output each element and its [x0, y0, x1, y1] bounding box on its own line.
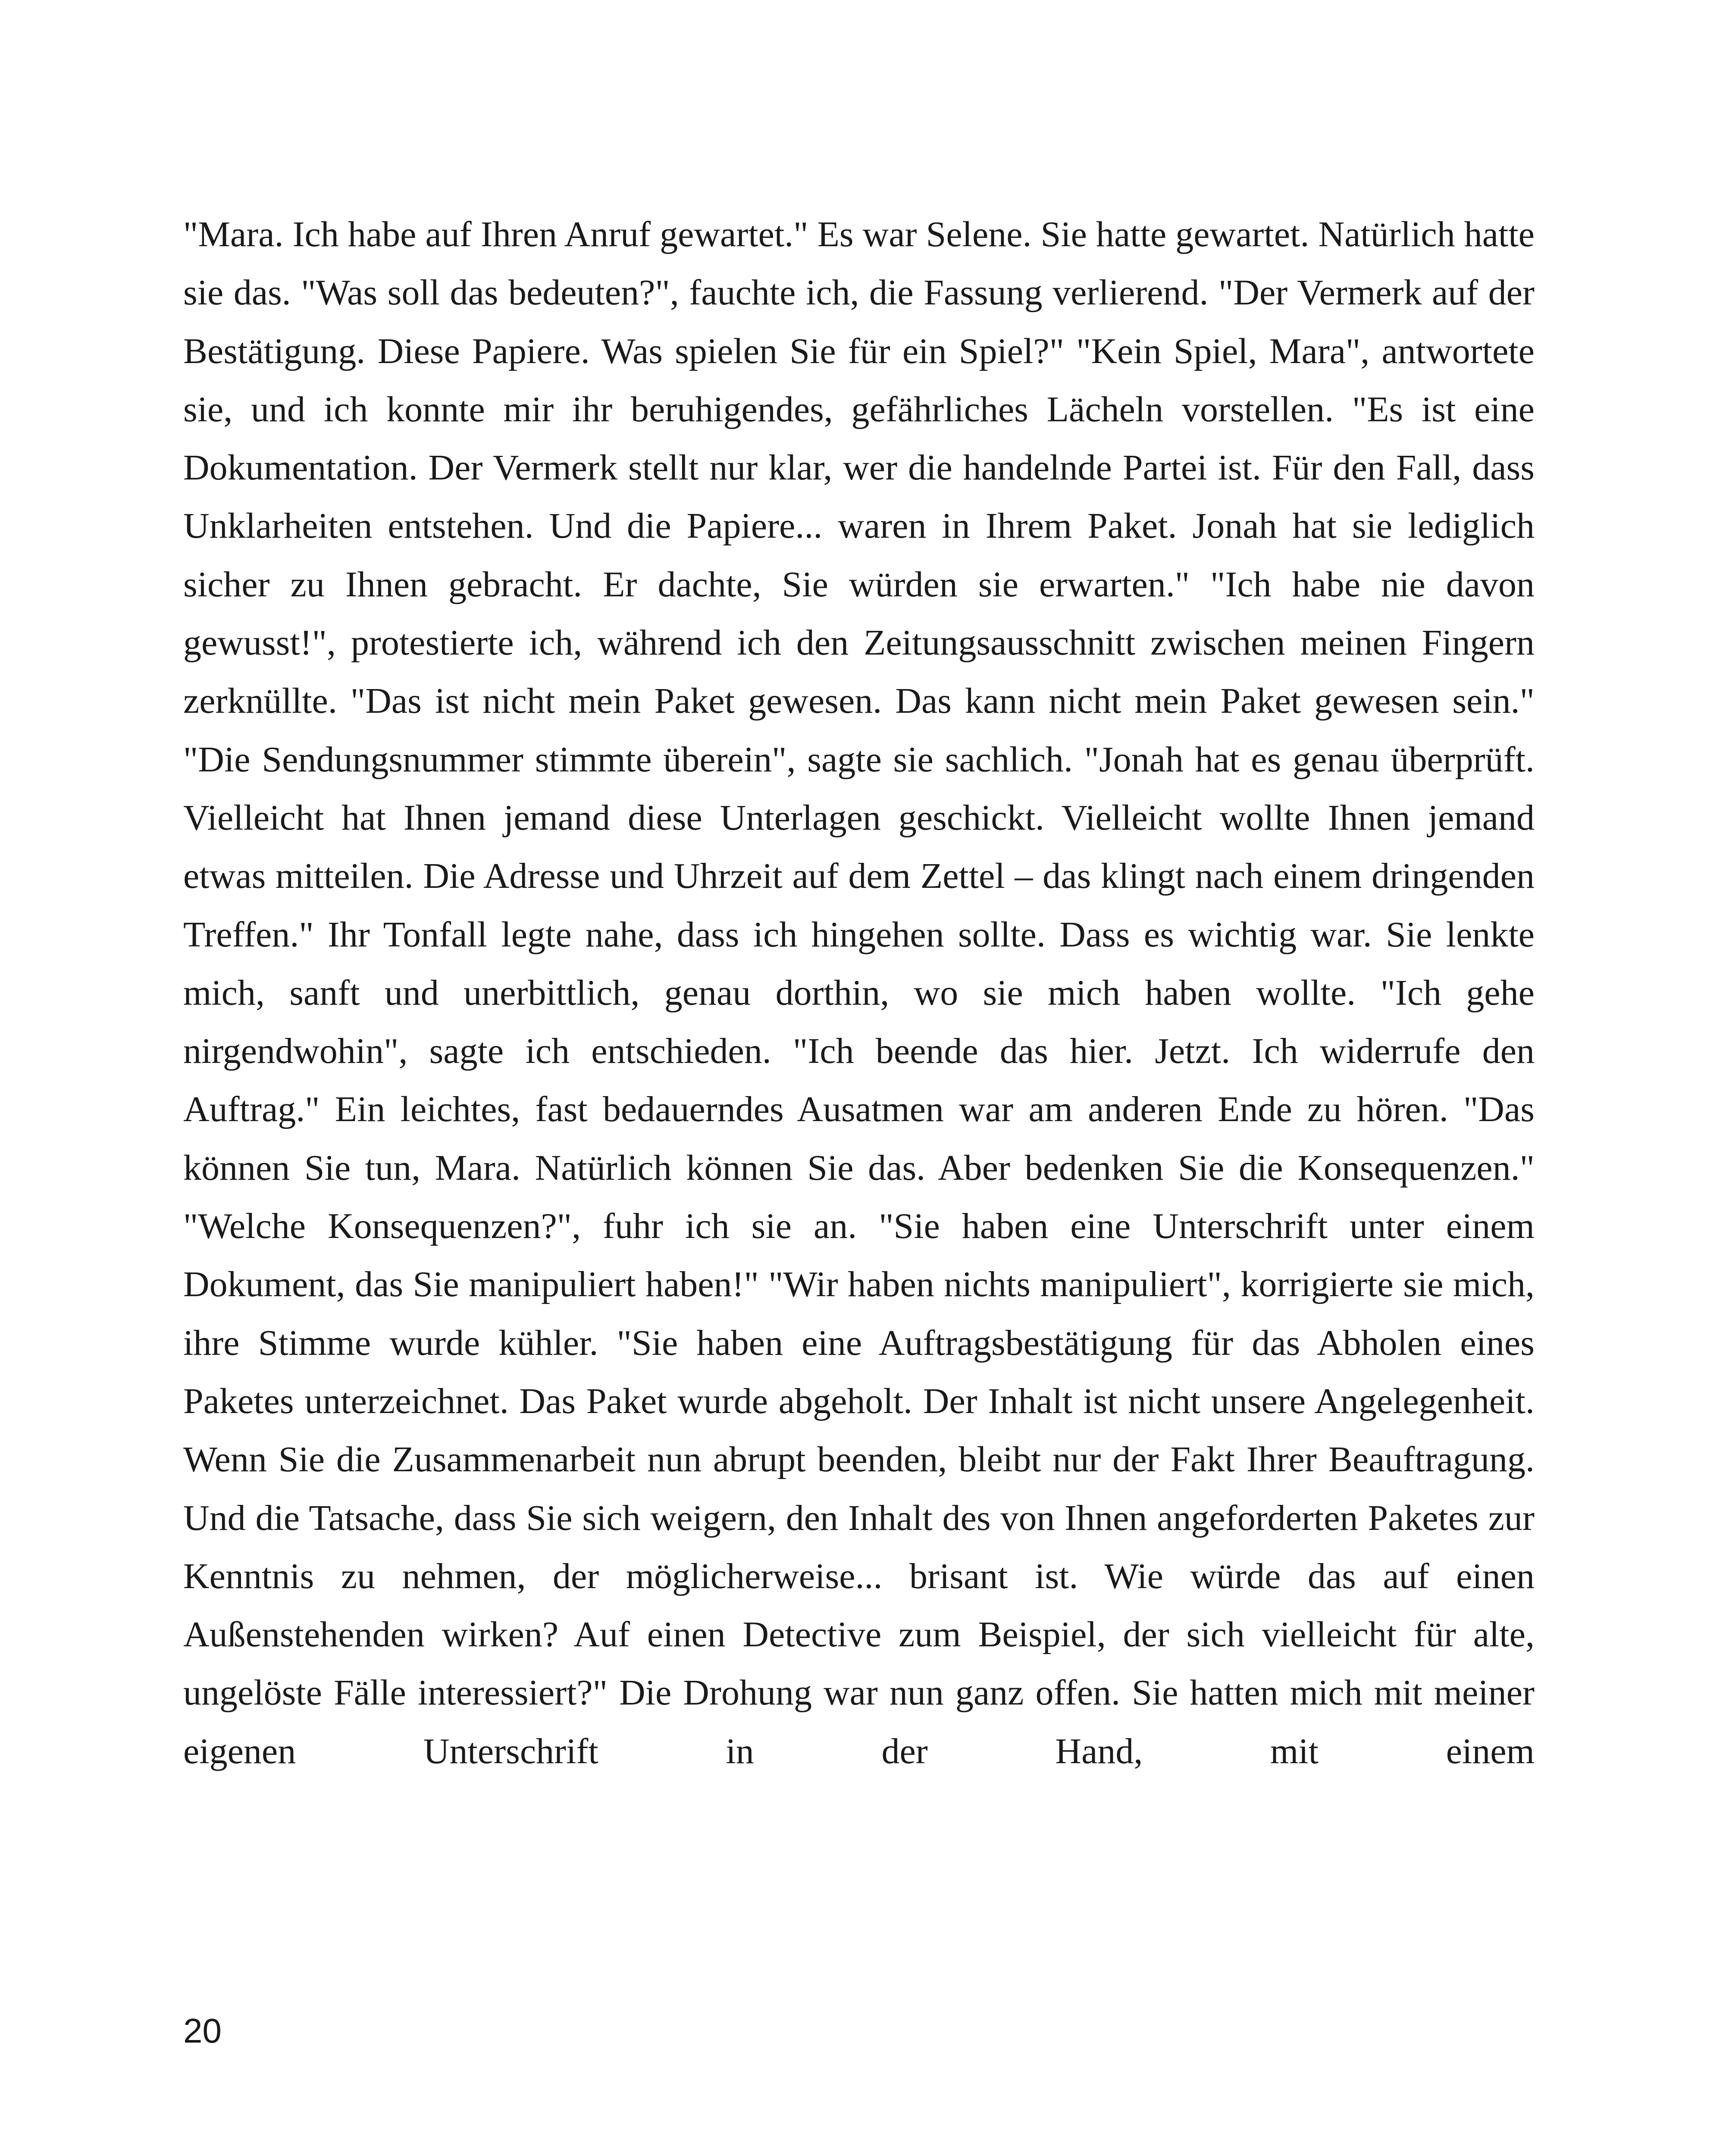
page-number: 20: [183, 2012, 222, 2050]
body-paragraph: "Mara. Ich habe auf Ihren Anruf gewartet." Es war Selene. Sie hatte gewartet. Natürlich hatte sie das. "Was soll das bedeuten?", fauchte ich, die Fassung verlierend. "Der Vermerk auf der Bestätigung. Diese Papiere. Was spielen Sie für ein Spiel?" "Kein Spiel, Mara", antwortete sie, und ich konnte mir ihr beruhigendes, gefährliches Lächeln vorstellen. "Es ist eine Dokumentation. Der Vermerk stellt nur klar, wer die handelnde Partei ist. Für den Fall, dass Unklarheiten entstehen. Und die Papiere... waren in Ihrem Paket. Jonah hat sie lediglich sicher zu Ihnen gebracht. Er dachte, Sie würden sie erwarten." "Ich habe nie davon gewusst!", protestierte ich, während ich den Zeitungsausschnitt zwischen meinen Fingern zerknüllte. "Das ist nicht mein Paket gewesen. Das kann nicht mein Paket gewesen sein." "Die Sendungsnummer stimmte überein", sagte sie sachlich. "Jonah hat es genau überprüft. Vielleicht hat Ihnen jemand diese Unterlagen geschickt. Vielleicht wollte Ihnen jemand etwas mitteilen. Die Adresse und Uhrzeit auf dem Zettel – das klingt nach einem dringenden Treffen." Ihr Tonfall legte nahe, dass ich hingehen sollte. Dass es wichtig war. Sie lenkte mich, sanft und unerbittlich, genau dorthin, wo sie mich haben wollte. "Ich gehe nirgendwohin", sagte ich entschieden. "Ich beende das hier. Jetzt. Ich widerrufe den Auftrag." Ein leichtes, fast bedauerndes Ausatmen war am anderen Ende zu hören. "Das können Sie tun, Mara. Natürlich können Sie das. Aber bedenken Sie die Konsequenzen." "Welche Konsequenzen?", fuhr ich sie an. "Sie haben eine Unterschrift unter einem Dokument, das Sie manipuliert haben!" "Wir haben nichts manipuliert", korrigierte sie mich, ihre Stimme wurde kühler. "Sie haben eine Auftragsbestätigung für das Abholen eines Paketes unterzeichnet. Das Paket wurde abgeholt. Der Inhalt ist nicht unsere Angelegenheit. Wenn Sie die Zusammenarbeit nun abrupt beenden, bleibt nur der Fakt Ihrer Beauftragung. Und die Tatsache, dass Sie sich weigern, den Inhalt des von Ihnen angeforderten Paketes zur Kenntnis zu nehmen, der möglicherweise... brisant ist. Wie würde das auf einen Außenstehenden wirken? Auf einen Detective zum Beispiel, der sich vielleicht für alte, ungelöste Fälle interessiert?" Die Drohung war nun ganz offen. Sie hatten mich mit meiner eigenen Unterschrift in der Hand, mit einem: [183, 214, 1535, 1771]
